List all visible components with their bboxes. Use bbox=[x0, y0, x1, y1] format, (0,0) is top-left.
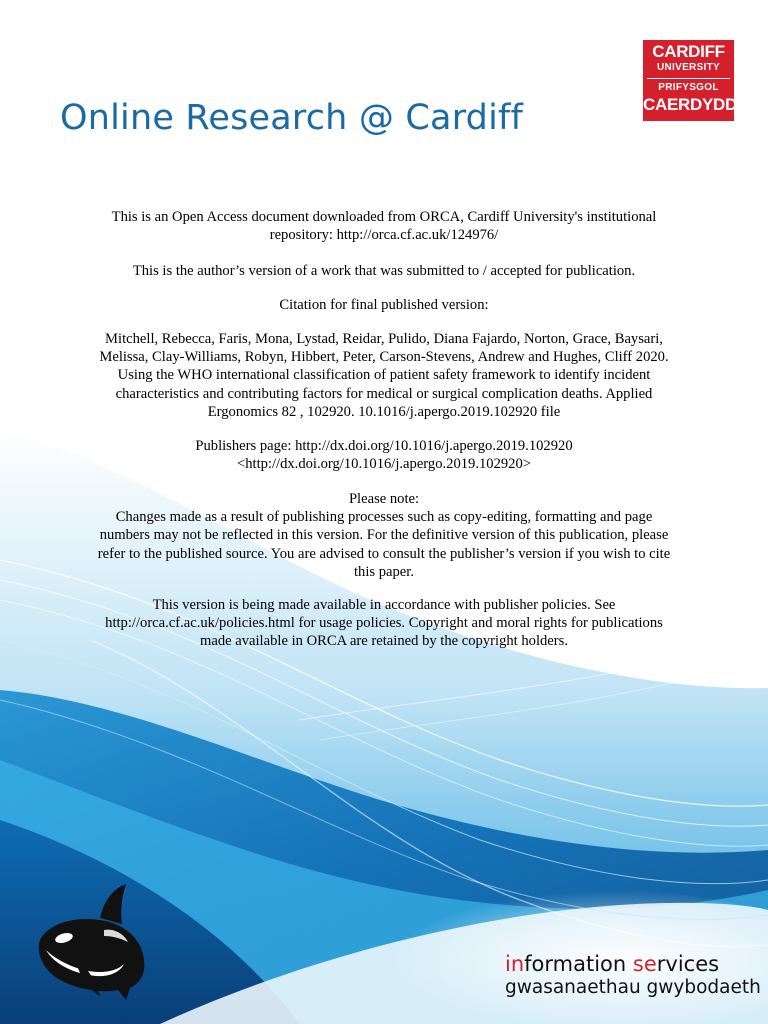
open-access-line: This is an Open Access document downloaded from ORCA, Cardiff University's institutional bbox=[111, 209, 657, 225]
logo-divider bbox=[647, 78, 730, 79]
info-rvices-part: rvices bbox=[656, 952, 720, 976]
citation-line: Mitchell, Rebecca, Faris, Mona, Lystad, Reidar, Pulido, Diana Fajardo, Norton, Grace, Baysari, bbox=[105, 331, 663, 347]
logo-line-university: UNIVERSITY bbox=[656, 62, 720, 73]
citation-line: Ergonomics 82 , 102920. 10.1016/j.apergo.2019.102920 file bbox=[207, 403, 561, 420]
citation-line: Using the WHO international classification of patient safety framework to identify incident bbox=[117, 367, 651, 384]
citation bbox=[70, 330, 698, 421]
policies-note bbox=[70, 596, 698, 651]
orca-whale-icon bbox=[30, 880, 160, 1005]
info-formation-part: formation bbox=[524, 952, 633, 976]
author-version-note bbox=[70, 262, 698, 280]
logo-line-caerdydd: CAERDYDD bbox=[643, 95, 737, 114]
please-note bbox=[70, 490, 698, 581]
please-note-line: this paper. bbox=[354, 563, 414, 580]
please-note-line: refer to the published source. You are advised to consult the publisher’s version if you wish to cite bbox=[97, 545, 671, 562]
information-services-wordmark bbox=[505, 952, 719, 976]
policies-line[interactable]: http://orca.cf.ac.uk/policies.html for usage policies. Copyright and moral rights for publications bbox=[105, 615, 663, 632]
please-note-line: numbers may not be reflected in this version. For the definitive version of this publication, please bbox=[99, 527, 669, 544]
page-title: Online Research @ Cardiff bbox=[60, 98, 524, 138]
please-note-line: Changes made as a result of publishing processes such as copy-editing, formatting and page bbox=[115, 509, 653, 526]
open-access-line[interactable]: repository: http://orca.cf.ac.uk/124976/ bbox=[269, 227, 499, 244]
cardiff-university-logo[interactable] bbox=[643, 40, 737, 121]
logo-line-cardiff: CARDIFF bbox=[652, 42, 725, 61]
info-in-part: in bbox=[505, 952, 525, 976]
publishers-page bbox=[70, 437, 698, 473]
policies-line: This version is being made available in accordance with publisher policies. See bbox=[152, 597, 616, 613]
citation-line: Melissa, Clay-Williams, Robyn, Hibbert, Peter, Carson-Stevens, Andrew and Hughes, Cliff 2020. bbox=[99, 349, 669, 366]
author-version-line: This is the author’s version of a work that was submitted to / accepted for publication. bbox=[132, 263, 636, 279]
citation-line: characteristics and contributing factors for medical or surgical complication deaths. Applied bbox=[115, 385, 653, 402]
logo-line-prifysgol: PRIFYSGOL bbox=[658, 82, 719, 93]
policies-line: made available in ORCA are retained by the copyright holders. bbox=[200, 633, 568, 650]
welsh-services-wordmark: gwasanaethau gwybodaeth bbox=[505, 977, 761, 998]
publishers-page-line[interactable]: Publishers page: http://dx.doi.org/10.1016/j.apergo.2019.102920 bbox=[195, 438, 573, 454]
please-note-line: Please note: bbox=[348, 491, 420, 507]
open-access-notice bbox=[70, 208, 698, 244]
publishers-page-line[interactable]: <http://dx.doi.org/10.1016/j.apergo.2019.102920> bbox=[236, 456, 531, 473]
info-se-part: se bbox=[632, 952, 657, 976]
citation-heading bbox=[70, 296, 698, 314]
citation-heading-line: Citation for final published version: bbox=[279, 297, 489, 313]
